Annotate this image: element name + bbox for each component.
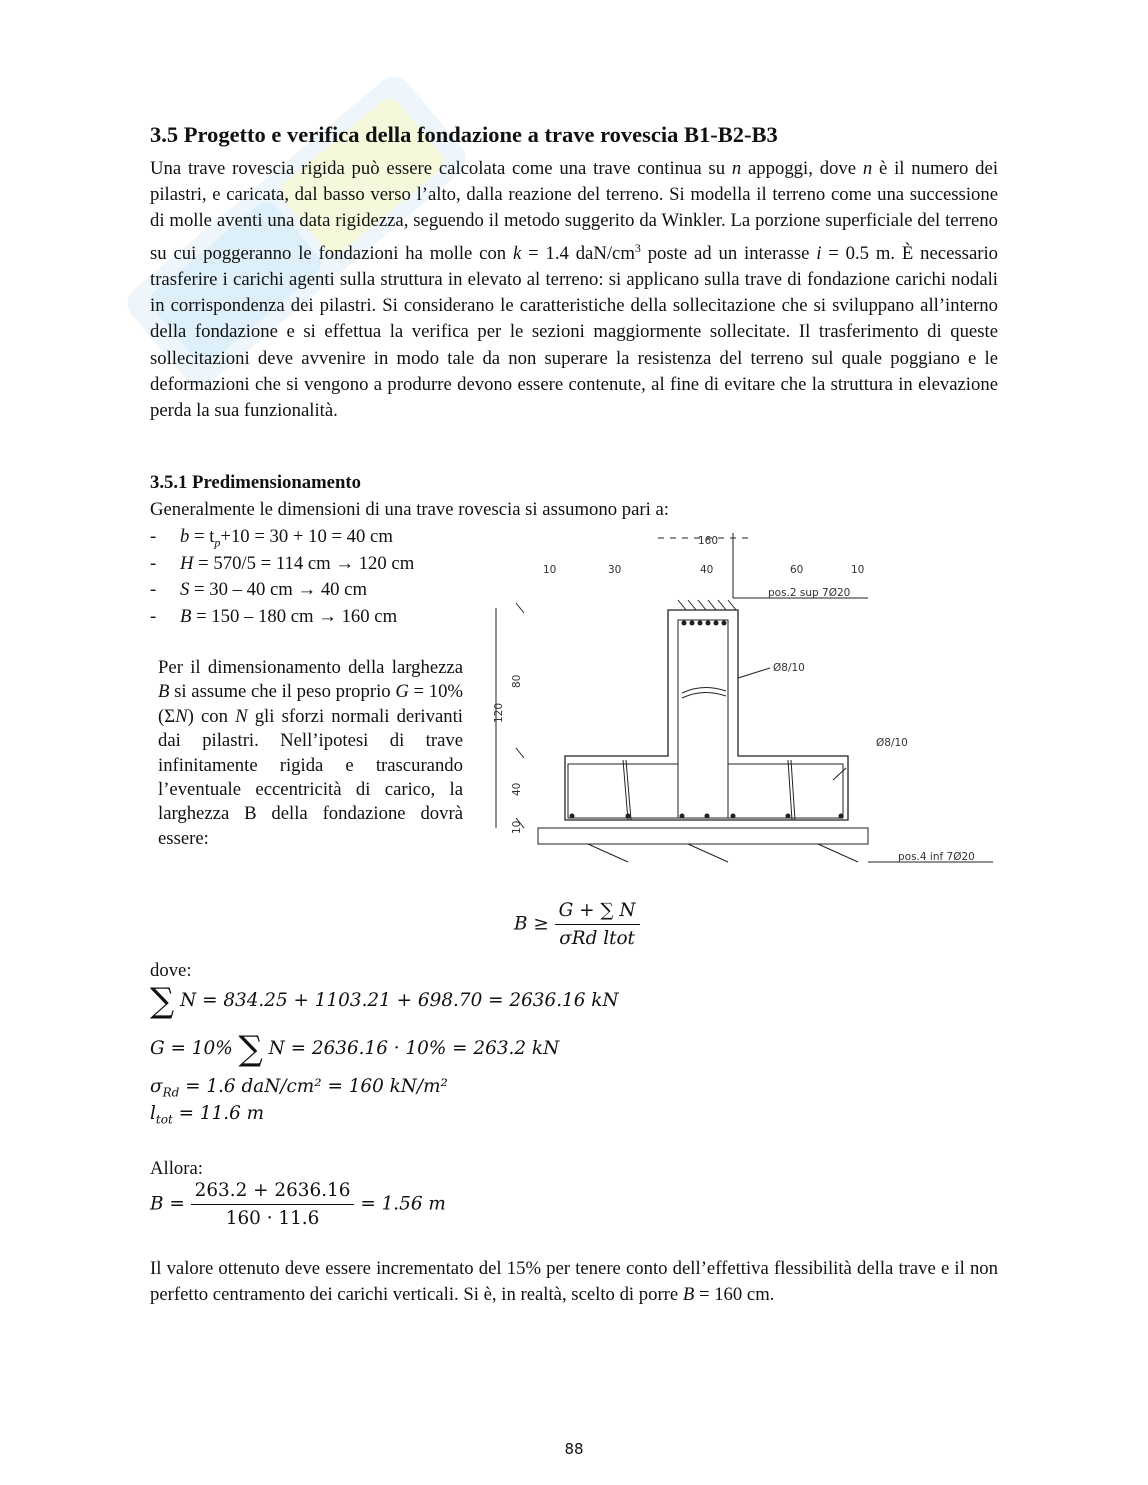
dim-label: 10 [851,564,865,576]
general-sentence: Generalmente le dimensioni di una trave rovescia si assumono pari a: [150,499,669,520]
page-number: 88 [564,1440,584,1458]
length-formula: $l_{tot} = 11.6$ m [150,1103,265,1127]
dimension-list [150,524,414,630]
dim-label: 40 [511,782,523,796]
width-inequality: B ≥ $\frac{G + \sum N}{\text{σRd ltot}}$ [514,900,640,949]
list-item: - $b = t_p+10 = 30 + 10 = 40$ cm [150,526,393,550]
list-item: - H = 570/5 = 114 cm → 120 cm [150,552,415,574]
dim-label: 40 [700,564,714,576]
list-item: - S = 30 – 40 cm → 40 cm [150,579,368,600]
dim-label: 30 [608,564,622,576]
intro-paragraph: Una trave rovescia rigida può essere calcolata come una trave continua su n appoggi, dove n è il numero dei pilastri, e caricata, dal basso verso l’alto, dalla reazione del terreno. Si modella il terreno come una successione di molle aventi una data rigidezza, seguendo il metodo suggerito da Winkler. La porzione superficiale del terreno su cui poggeranno le fondazioni ha molle con k = 1.4 daN/$cm^3$ poste ad un interasse i = 0.5 m. È necessario trasferire i carichi agenti sulla struttura in elevato al terreno: si applicano sulla trave di fondazione carichi nodali in corrispondenza dei pilastri. Si considerano le caratteristiche della sollecitazione che si sviluppano all’interno della fondazione e si effettua la verifica per le sezioni maggiormente sollecitate. Il trasferimento di queste sollecitazioni deve avvenire in modo tale da non superare la resistenza del terreno sul quale poggiano e le deformazioni che si vengono a produrre devono essere contenute, al fine di evitare che la struttura in elevazione perda la sua funzionalità. [150,158,999,422]
width-result-formula: B = $\frac{263.2 + 2636.16}{160 \cdot 11.6}$ = 1.56 m [150,1180,446,1229]
dim-label: 160 [698,535,719,547]
dim-label: 10 [543,564,557,576]
stirrup-label: Ø8/10 [876,737,908,749]
dove-label: dove: [150,960,192,981]
dim-label: 120 [493,702,505,723]
sum-formula: ∑ N = 834.25 + 1103.21 + 698.70 = 2636.16 kN [150,981,619,1021]
stirrup-label: Ø8/10 [773,662,805,674]
self-weight-formula: G = 10% ∑ N = 2636.16 · 10% = 263.2 kN [150,1029,560,1069]
dim-label: 10 [511,820,523,834]
allora-label: Allora: [150,1158,203,1179]
side-paragraph: Per il dimensionamento della larghezza B si assume che il peso proprio G = 10%(ΣN) con N gli sforzi normali derivanti dai pilastri. Nell’ipotesi di trave infinitamente rigida e trascurando l’eventuale eccentricità di carico, la larghezza B della fondazione dovrà essere: [158,657,464,849]
section-title: 3.5 Progetto e verifica della fondazione a trave rovescia B1-B2-B3 [150,122,778,147]
dim-label: 60 [790,564,804,576]
subsection-title: 3.5.1 Predimensionamento [150,472,361,493]
foundation-section-drawing [488,528,998,868]
conclusion-paragraph: Il valore ottenuto deve essere incrementato del 15% per tenere conto dell’effettiva flessibilità della trave e il non perfetto centramento dei carichi verticali. Si è, in realtà, scelto di porre B = 160 cm. [150,1258,998,1306]
list-item: - B = 150 – 180 cm → 160 cm [150,605,398,627]
rebar-label: pos.2 sup 7Ø20 [768,587,851,599]
rebar-label: pos.4 inf 7Ø20 [898,851,975,863]
dim-label: 80 [511,674,523,688]
soil-stress-formula: $\sigma_{Rd} = 1.6$ daN/cm² = 160 kN/m² [150,1076,448,1100]
